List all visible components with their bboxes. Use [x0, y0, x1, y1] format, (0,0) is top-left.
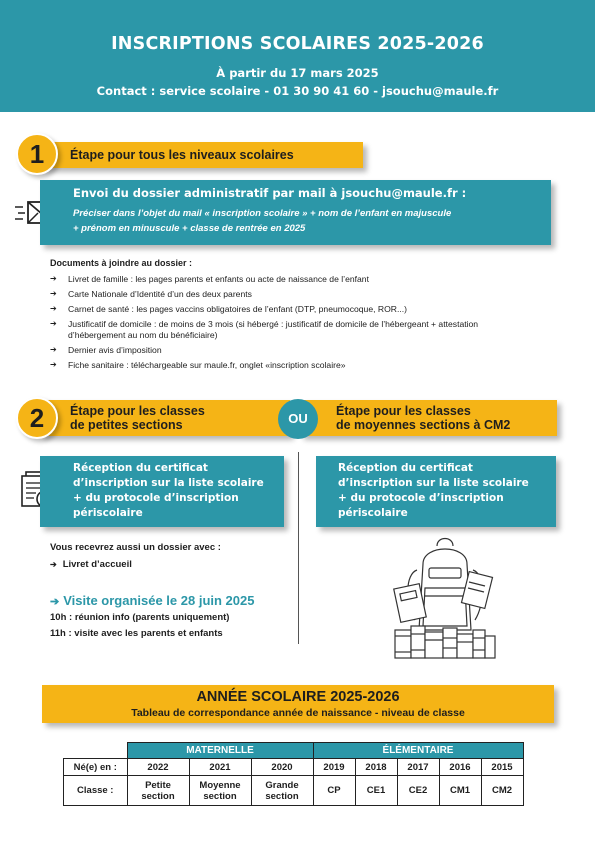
- backpack-books-illustration: [393, 534, 497, 660]
- list-item: ➔ Carte Nationale d’Identité d’un des deux parents: [50, 289, 252, 300]
- class-cell: CP: [313, 776, 355, 806]
- arrow-right-icon: ➔: [50, 289, 57, 299]
- year-banner-subtitle: Tableau de correspondance année de naissance - niveau de classe: [131, 707, 465, 719]
- year-cell: 2020: [251, 759, 313, 776]
- step2-left-banner: [40, 400, 290, 436]
- list-item: ➔ Justificatif de domicile : de moins de 3 mois (si hébergé : justificatif de domicile de l’hébergeant + attestation d’hébergement au nom du bénéficiaire): [50, 319, 479, 340]
- left-box-line: + du protocole d’inscription: [73, 492, 239, 504]
- class-cell: CE2: [397, 776, 439, 806]
- list-item: ➔ Fiche sanitaire : téléchargeable sur maule.fr, onglet «inscription scolaire»: [50, 359, 346, 370]
- row-label-year: Né(e) en :: [64, 759, 128, 776]
- vertical-divider: [298, 452, 299, 644]
- year-cell: 2018: [355, 759, 397, 776]
- visit-line-2: 11h : visite avec les parents et enfants: [50, 628, 223, 639]
- step2-left-title-1: Étape pour les classes: [70, 404, 205, 418]
- step1-title: Étape pour tous les niveaux scolaires: [70, 148, 294, 162]
- step2-number: 2: [16, 397, 58, 439]
- class-cell: Petite section: [127, 776, 189, 806]
- right-box-line: + du protocole d’inscription: [338, 492, 504, 504]
- documents-list: [50, 274, 510, 375]
- year-cell: 2017: [397, 759, 439, 776]
- step1-email-box: [40, 180, 551, 245]
- start-date: À partir du 17 mars 2025: [216, 66, 379, 80]
- extra-heading: Vous recevrez aussi un dossier avec :: [50, 542, 221, 553]
- right-box-line: d’inscription sur la liste scolaire: [338, 477, 529, 489]
- correspondence-table: [63, 742, 524, 806]
- class-cell: Grande section: [251, 776, 313, 806]
- step2-right-banner: [300, 400, 557, 436]
- arrow-right-icon: ➔: [50, 319, 57, 329]
- class-cell: CM1: [439, 776, 481, 806]
- list-item: ➔ Livret de famille : les pages parents et enfants ou acte de naissance de l’enfant: [50, 274, 369, 284]
- step2-left-title-2: de petites sections: [70, 418, 183, 432]
- list-item: ➔ Carnet de santé : les pages vaccins obligatoires de l’enfant (DTP, pneumocoque, ROR...): [50, 304, 407, 315]
- step1-box-line1: Préciser dans l’objet du mail « inscription scolaire » + nom de l’enfant en majuscule: [73, 208, 452, 219]
- arrow-right-icon: ➔: [50, 560, 57, 569]
- arrow-right-icon: ➔: [50, 359, 57, 369]
- left-box-line: périscolaire: [73, 507, 143, 519]
- list-item: ➔ Dernier avis d’imposition: [50, 344, 162, 355]
- arrow-right-icon: ➔: [50, 596, 60, 608]
- class-cell: CE1: [355, 776, 397, 806]
- year-cell: 2021: [189, 759, 251, 776]
- step1-banner: [40, 142, 363, 168]
- year-cell: 2019: [313, 759, 355, 776]
- year-cell: 2015: [481, 759, 523, 776]
- right-box-line: Réception du certificat: [338, 462, 473, 474]
- class-cell: Moyenne section: [189, 776, 251, 806]
- step2-right-title-2: de moyennes sections à CM2: [336, 418, 511, 432]
- left-box-line: Réception du certificat: [73, 462, 208, 474]
- group-elementaire: ÉLÉMENTAIRE: [313, 743, 523, 759]
- step1-number: 1: [16, 133, 58, 175]
- class-cell: CM2: [481, 776, 523, 806]
- arrow-right-icon: ➔: [50, 304, 57, 314]
- step1-box-line2: + prénom en minuscule + classe de rentrée en 2025: [73, 223, 306, 234]
- page-header: [0, 0, 595, 112]
- arrow-right-icon: ➔: [50, 274, 57, 283]
- year-cell: 2022: [127, 759, 189, 776]
- extra-item: ➔ Livret d’accueil: [50, 559, 132, 570]
- docs-heading: Documents à joindre au dossier :: [50, 258, 193, 268]
- visit-line-1: 10h : réunion info (parents uniquement): [50, 612, 230, 623]
- row-label-class: Classe :: [64, 776, 128, 806]
- year-banner: [42, 685, 554, 723]
- left-box-line: d’inscription sur la liste scolaire: [73, 477, 264, 489]
- page-title: INSCRIPTIONS SCOLAIRES 2025-2026: [111, 34, 484, 54]
- visit-title: Visite organisée le 28 juin 2025: [63, 593, 255, 608]
- visit-title-row: [50, 593, 254, 608]
- arrow-right-icon: ➔: [50, 344, 57, 354]
- step1-box-title: Envoi du dossier administratif par mail à jsouchu@maule.fr :: [73, 186, 467, 200]
- group-maternelle: MATERNELLE: [127, 743, 313, 759]
- contact-line: Contact : service scolaire - 01 30 90 41 60 - jsouchu@maule.fr: [96, 84, 499, 98]
- step2-left-box: [40, 456, 284, 527]
- step2-right-box: [316, 456, 556, 527]
- year-banner-title: ANNÉE SCOLAIRE 2025-2026: [196, 689, 400, 705]
- right-box-line: périscolaire: [338, 507, 408, 519]
- step2-right-title-1: Étape pour les classes: [336, 404, 471, 418]
- or-badge: OU: [278, 399, 318, 439]
- year-cell: 2016: [439, 759, 481, 776]
